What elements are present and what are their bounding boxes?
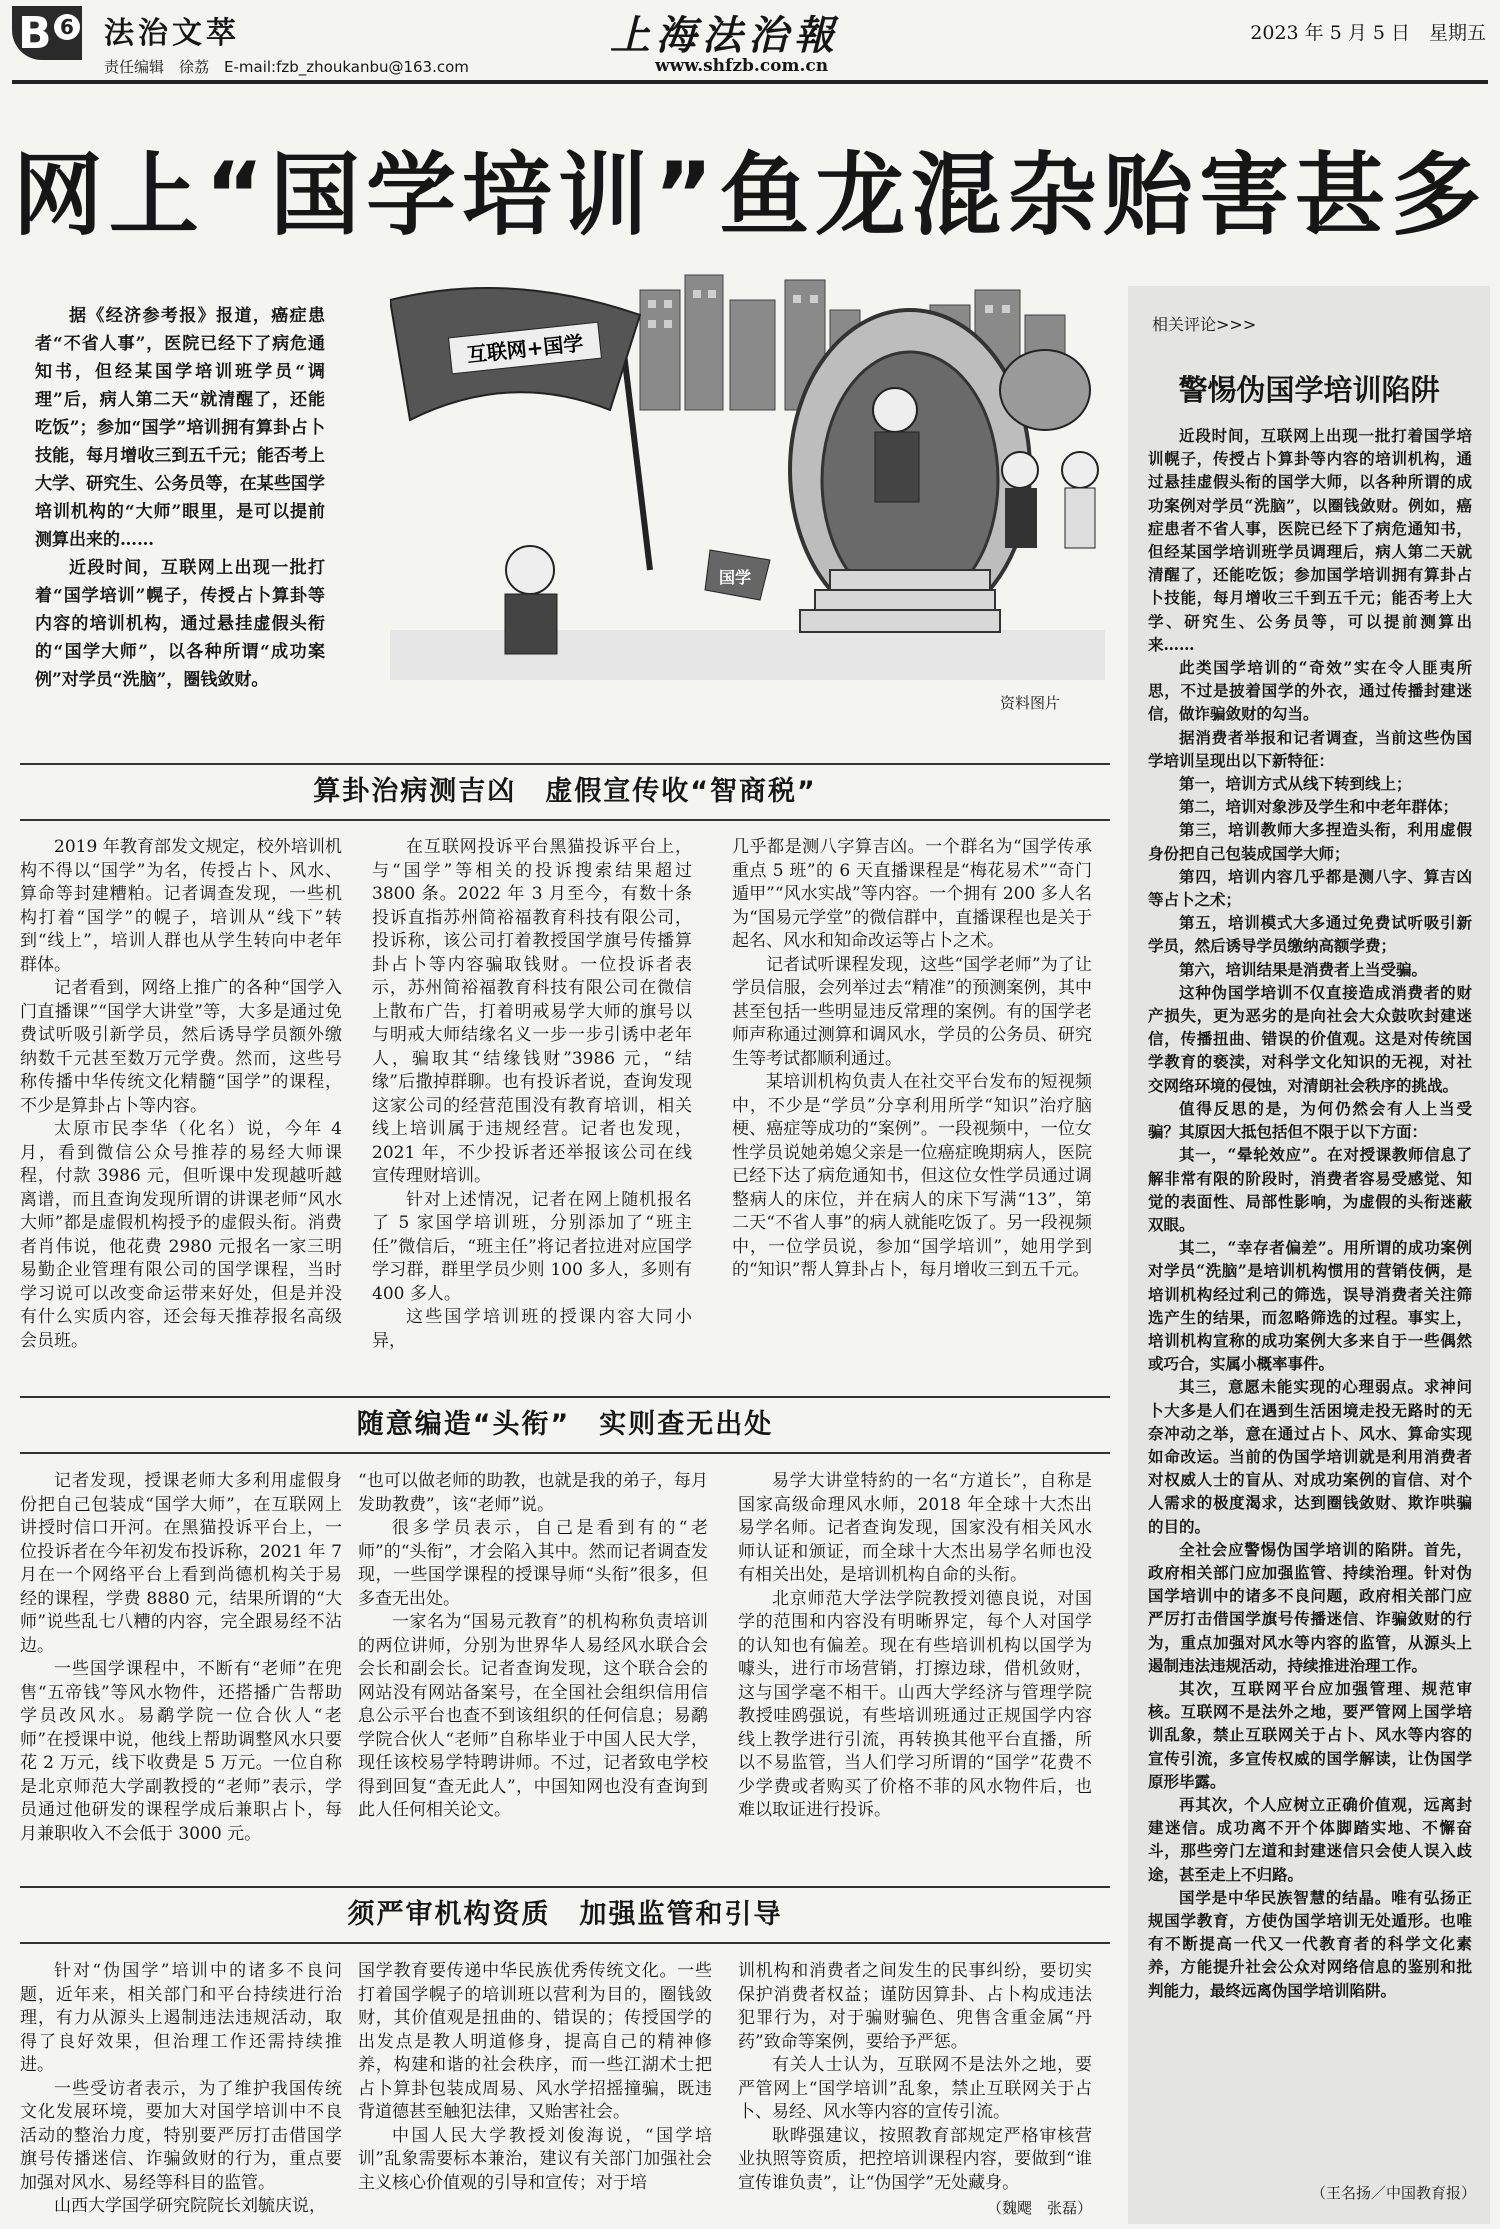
header-rule <box>12 80 1488 84</box>
paragraph: 很多学员表示，自己是看到有的“老师”的“头衔”，才会陷入其中。然而记者调查发现，一些国学课程的授课导师“头衔”很多，但多查无出处。 <box>358 1518 708 1609</box>
paragraph: 针对上述情况，记者在网上随机报名了 5 家国学培训班，分别添加了“班主任”微信后，“班主任”将记者拉进对应国学学习群，群里学员少则 100 多人，多则有 400 多人。 <box>372 1189 692 1304</box>
article-column <box>738 1960 1092 2226</box>
paragraph: 国学是中华民族智慧的结晶。唯有弘扬正规国学教育，方使伪国学培训无处遁形。也唯有不断提高一代又一代教育者的科学文化素养，方能提升社会公众对网络信息的鉴别和批判能力，最终远离伪国学培训陷阱。 <box>1148 1887 1472 2000</box>
paragraph: 训机构和消费者之间发生的民事纠纷，要切实保护消费者权益；谨防因算卦、占卜构成违法犯罪行为，对于骗财骗色、兜售含重金属“丹药”致命等案例，要给予严惩。 <box>738 1961 1092 2052</box>
paragraph: “也可以做老师的助教，也就是我的弟子，每月发助教费”，该“老师”说。 <box>358 1471 708 1515</box>
sidebar-tag: 相关评论>>> <box>1152 315 1257 334</box>
paragraph: 记者试听课程发现，这些“国学老师”为了让学员信服，会列举过去“精准”的预测案例，其中甚至包括一些明显违反常理的案例。有的国学老师声称通过测算和调风水，学员的公务员、研究生等考试都顺利通过。 <box>732 954 1092 1069</box>
sidebar-byline: （王名扬／中国教育报） <box>1310 2184 1476 2202</box>
paragraph: 第四，培训内容几乎都是测八字、算吉凶等占卜之术； <box>1148 866 1472 910</box>
paragraph: 北京师范大学法学院教授刘德良说，对国学的范围和内容没有明晰界定，每个人对国学的认知也有偏差。现在有些培训机构以国学为噱头，进行市场营销，打擦边球，借机敛财，这与国学毫不相干。山西大学经济与管理学院教授哇鸥强说，有些培训班通过正规国学内容线上教学进行引流，再转换其他平台直播，所以不易监管，当人们学习所谓的“国学”花费不少学费或者购买了价格不菲的风水物件后，也难以取证进行投诉。 <box>738 1588 1092 1820</box>
paragraph: 其一，“晕轮效应”。在对授课教师信息了解非常有限的阶段时，消费者容易受感觉、知觉的表面性、局部性影响，为虚假的头衔迷蔽双眼。 <box>1148 1145 1472 1234</box>
article-column <box>358 1960 712 2226</box>
paragraph: 国学教育要传递中华民族优秀传统文化。一些打着国学幌子的培训班以营利为目的，圈钱敛财，其价值观是扭曲的、错误的；传授国学的出发点是教人明道修身，提高自己的精神修养，构建和谐的社会秩序，而一些江湖术士把占卜算卦包装成周易、风水学招摇撞骗，既违背道德甚至触犯法律，又贻害社会。 <box>358 1961 712 2122</box>
lead-paragraph: 近段时间，互联网上出现一批打着“国学培训”幌子，传授占卜算卦等内容的培训机构，通过悬挂虚假头衔的“国学大师”，以各种所谓“成功案例”对学员“洗脑”，圈钱敛财。 <box>35 558 325 690</box>
lead-paragraph: 据《经济参考报》报道，癌症患者“不省人事”，医院已经下了病危通知书，但经某国学培训班学员“调理”后，病人第二天“就清醒了，还能吃饭”；参加“国学”培训拥有算卦占卜技能，每月增收三到五千元；能否考上大学、研究生、公务员等，在某些国学培训机构的“大师”眼里，是可以提前测算出来的…… <box>35 306 325 550</box>
section-subhead: 须严审机构资质 加强监管和引导 <box>20 1886 1110 1944</box>
paragraph: 针对“伪国学”培训中的诸多不良问题，近年来，相关部门和平台持续进行治理，有力从源头上遏制违法违规活动，取得了良好效果，但治理工作还需持续推进。 <box>20 1961 342 2075</box>
lead-paragraphs <box>35 302 325 694</box>
paragraph: 再其次，个人应树立正确价值观，远离封建迷信。成功离不开个体脚踏实地、不懈奋斗，那些旁门左道和封建迷信只会使人误入歧途，甚至走上不归路。 <box>1148 1794 1472 1884</box>
paragraph: 山西大学国学研究院院长刘毓庆说， <box>54 2196 326 2216</box>
paragraph: 第一，培训方式从线下转到线上； <box>1179 774 1412 794</box>
paragraph: 其二，“幸存者偏差”。用所谓的成功案例对学员“洗脑”是培训机构惯用的营销伎俩，是培训机构经过利己的筛选，误导消费者关注筛选产生的结果，而忽略筛选的过程。事实上，培训机构宣称的成功案例大多来自于一些偶然或巧合，实属小概率事件。 <box>1148 1238 1472 1374</box>
article-column <box>732 836 1092 1356</box>
paragraph: 一些国学课程中，不断有“老师”在兜售“五帝钱”等风水物件，还搭播广告帮助学员改风水。易鹬学院一位合伙人“老师”在授课中说，他线上帮助调整风水只要花 2 万元，线下收费是 5 万元。一位自称是北京师范大学副教授的“老师”表示，学员通过他研发的课程学成后兼职占卜，每月兼职收入不会低于 3000 元。 <box>20 1659 342 1844</box>
paragraph: 中国人民大学教授刘俊海说，“国学培训”乱象需要标本兼治，建议有关部门加强社会主义核心价值观的引导和宣传；对于培 <box>358 2125 712 2193</box>
small-flag-text: 国学 <box>718 568 752 587</box>
website-url: www.shfzb.com.cn <box>655 56 829 76</box>
article-column <box>20 1470 342 1880</box>
paragraph: 一家名为“国易元教育”的机构称负责培训的两位讲师，分别为世界华人易经风水联合会会长和副会长。记者查询发现，这个联合会的网站没有网站备案号，在全国社会组织信用信息公示平台也查不到该组织的任何信息；易鹬学院合伙人“老师”自称毕业于中国人民大学，现任该校易学特聘讲师。不过，记者致电学校得到回复“查无此人”，中国知网也没有查询到此人任何相关论文。 <box>358 1612 708 1820</box>
image-caption: 资料图片 <box>1000 694 1061 712</box>
paragraph: 第六，培训结果是消费者上当受骗。 <box>1179 959 1428 979</box>
paragraph: 据消费者举报和记者调查，当前这些伪国学培训呈现出以下新特征： <box>1148 727 1472 770</box>
paragraph: 2019 年教育部发文规定，校外培训机构不得以“国学”为名，传授占卜、风水、算命等封建糟粕。记者调查发现，一些机构打着“国学”的幌子，培训从“线下”转到“线上”，培训人群也从学生转向中老年群体。 <box>20 837 342 975</box>
section-subhead: 随意编造“头衔” 实则查无出处 <box>20 1396 1110 1454</box>
paragraph: 这种伪国学培训不仅直接造成消费者的财产损失，更为恶劣的是向社会大众鼓吹封建迷信，传播扭曲、错误的价值观。这是对传统国学教育的亵渎，对科学文化知识的无视，对社交网络环境的侵蚀，对清朗社会秩序的挑战。 <box>1148 982 1472 1095</box>
paragraph: 第五，培训模式大多通过免费试听吸引新学员，然后诱导学员缴纳高额学费； <box>1148 913 1472 956</box>
paragraph: 易学大讲堂特約的一名“方道长”，自称是国家高级命理风水师，2018 年全球十大杰出易学名师。记者查询发现，国家没有相关风水师认证和颁证，而全球十大杰出易学名师也没有相关出处，是培训机构自命的头衔。 <box>738 1471 1092 1585</box>
page-letter: B <box>18 8 52 59</box>
banner-text: 互联网+国学 <box>465 330 585 368</box>
author-byline: （魏飔 张磊） <box>986 2199 1092 2217</box>
article-column <box>20 836 342 1356</box>
article-column <box>20 1960 342 2226</box>
page-headline: 网上“国学培训”鱼龙混杂贻害甚多 <box>12 143 1488 248</box>
article-column <box>738 1470 1092 1880</box>
paragraph: 太原市民李华（化名）说，今年 4 月，看到微信公众号推荐的易经大师课程，付款 3986 元，但听课中发现越听越离谱，而且查询发现所谓的讲课老师“风水大师”都是虚假机构授予的虚假头衔。消费者肖伟说，他花费 2980 元报名一家三明易勤企业管理有限公司的国学课程，当时学习说可以改变命运带来好处，但是并没有什么实质内容，还会每天推荐报名高级会员班。 <box>20 1119 342 1351</box>
paragraph: 耿晔强建议，按照教育部规定严格审核营业执照等资质，把控培训课程内容，要做到“谁宣传谁负责”，让“伪国学”无处藏身。 <box>738 2125 1092 2193</box>
paragraph: 几乎都是测八字算吉凶。一个群名为“国学传承重点 5 班”的 6 天直播课程是“梅花易术”“奇门遁甲”“风水实战”等内容。一个拥有 200 多人名为“国易元学堂”的微信群中，直播课程也是关于起名、风水和知命改运等占卜之术。 <box>732 837 1092 951</box>
sidebar-body <box>1148 424 1472 2002</box>
page-number: 6 <box>54 14 80 40</box>
paragraph: 一些受访者表示，为了维护我国传统文化发展环境，要加大对国学培训中不良活动的整治力度，特别要严厉打击借国学旗号传播迷信、诈骗敛财的行为，重点要加强对风水、易经等科目的监管。 <box>20 2078 342 2193</box>
issue-date: 2023 年 5 月 5 日 星期五 <box>1250 22 1486 44</box>
paragraph: 记者看到，网络上推广的各种“国学入门直播课”“国学大讲堂”等，大多是通过免费试听吸引新学员，然后诱导学员额外缴纳数千元甚至数万元学费。然而，这些号称传播中华传统文化精髓“国学”的课程，不少是算卦占卜等内容。 <box>20 978 342 1116</box>
editor-line: 责任编辑 徐荔 E-mail:fzb_zhoukanbu@163.com <box>104 58 469 76</box>
paragraph: 值得反思的是，为何仍然会有人上当受骗？其原因大抵包括但不限于以下方面： <box>1148 1098 1472 1142</box>
paragraph: 第二，培训对象涉及学生和中老年群体； <box>1179 797 1459 817</box>
cartoon-illustration <box>390 270 1105 680</box>
paragraph: 第三，培训教师大多捏造头衔，利用虚假身份把自己包装成国学大师； <box>1148 820 1472 863</box>
paragraph: 在互联网投诉平台黑猫投诉平台上，与“国学”等相关的投诉搜索结果超过 3800 条。2022 年 3 月至今，有数十条投诉直指苏州简裕福教育科技有限公司，投诉称，该公司打着教授国学旗号传播算卦占卜等内容骗取钱财。一位投诉者表示，苏州简裕福教育科技有限公司在微信上散布广告，打着明戒易学大师的旗号以与明戒大师结缘名义一步一步引诱中老年人，骗取其“结缘钱财”3986 元，“结缘”后撒掉群聊。也有投诉者说，查询发现这家公司的经营范围没有教育培训，相关线上培训属于违规经营。记者也发现，2021 年，不少投诉者还举报该公司在线宣传理财培训。 <box>372 837 692 1186</box>
newspaper-logo: 上海法治報 <box>610 12 840 59</box>
paragraph: 此类国学培训的“奇效”实在令人匪夷所思，不过是披着国学的外衣，通过传播封建迷信，做诈骗敛财的勾当。 <box>1148 658 1472 724</box>
paragraph: 某培训机构负责人在社交平台发布的短视频中，不少是“学员”分享利用所学“知识”治疗脑梗、癌症等成功的“案例”。一段视频中，一位女性学员说她弟媳父亲是一位癌症晚期病人，医院已经下达了病危通知书，但这位女性学员通过调整病人的床位，并在病人的床下写满“13”，第二天“不省人事”的病人就能吃饭了。另一段视频中，一位学员说，参加“国学培训”，她用学到的“知识”帮人算卦占卜，每月增收三到五千元。 <box>732 1072 1092 1280</box>
article-column <box>372 836 692 1356</box>
paragraph: 这些国学培训班的授课内容大同小异， <box>372 1307 692 1351</box>
article-column <box>358 1470 708 1880</box>
paragraph: 记者发现，授课老师大多利用虚假身份把自己包装成“国学大师”，在互联网上讲授时信口开河。在黑猫投诉平台上，一位投诉者在今年初发布投诉称，2021 年 7 月在一个网络平台上看到尚德机构关于易经的课程，学费 8880 元，结果所谓的“大师”说些乱七八糟的内容，完全跟易经不沾边。 <box>20 1471 342 1656</box>
page-number-badge <box>12 6 82 60</box>
paragraph: 有关人士认为，互联网不是法外之地，要严管网上“国学培训”乱象，禁止互联网关于占卜、易经、风水等内容的宣传引流。 <box>738 2055 1092 2122</box>
section-name: 法治文萃 <box>104 16 240 51</box>
paragraph: 近段时间，互联网上出现一批打着国学培训幌子，传授占卜算卦等内容的培训机构，通过悬挂虚假头衔的国学大师，以各种所谓的成功案例对学员“洗脑”，以圈钱敛财。例如，癌症患者不省人事，医院已经下了病危通知书，但经某国学培训班学员调理后，病人第二天就清醒了，还能吃饭；参加国学培训拥有算卦占卜技能，每月增收三千到五千元；能否考上大学、研究生、公务员等，可以提前测算出来…… <box>1148 426 1472 654</box>
sidebar-title: 警惕伪国学培训陷阱 <box>1178 373 1440 407</box>
section-subhead: 算卦治病测吉凶 虚假宣传收“智商税” <box>20 763 1110 821</box>
paragraph: 全社会应警惕伪国学培训的陷阱。首先，政府相关部门应加强监管、持续治理。针对伪国学培训中的诸多不良问题，政府相关部门应严厉打击借国学旗号传播迷信、诈骗敛财的行为，重点加强对风水等内容的监管，从源头上遏制违法违规活动，持续推进治理工作。 <box>1148 1539 1472 1675</box>
paragraph: 其次，互联网平台应加强管理、规范审核。互联网不是法外之地，要严管网上国学培训乱象，禁止互联网关于占卜、风水等内容的宣传引流，多宣传权威的国学解读，让伪国学原形毕露。 <box>1148 1678 1472 1791</box>
paragraph: 其三，意愿未能实现的心理弱点。求神问卜大多是人们在遇到生活困境走投无路时的无奈冲动之举，意在通过占卜、风水、算命实现如命改运。当前的伪国学培训就是利用消费者对权威人士的盲从、对成功案例的盲信、对个人需求的极度渴求，达到圈钱敛财、欺诈哄骗的目的。 <box>1148 1377 1472 1536</box>
